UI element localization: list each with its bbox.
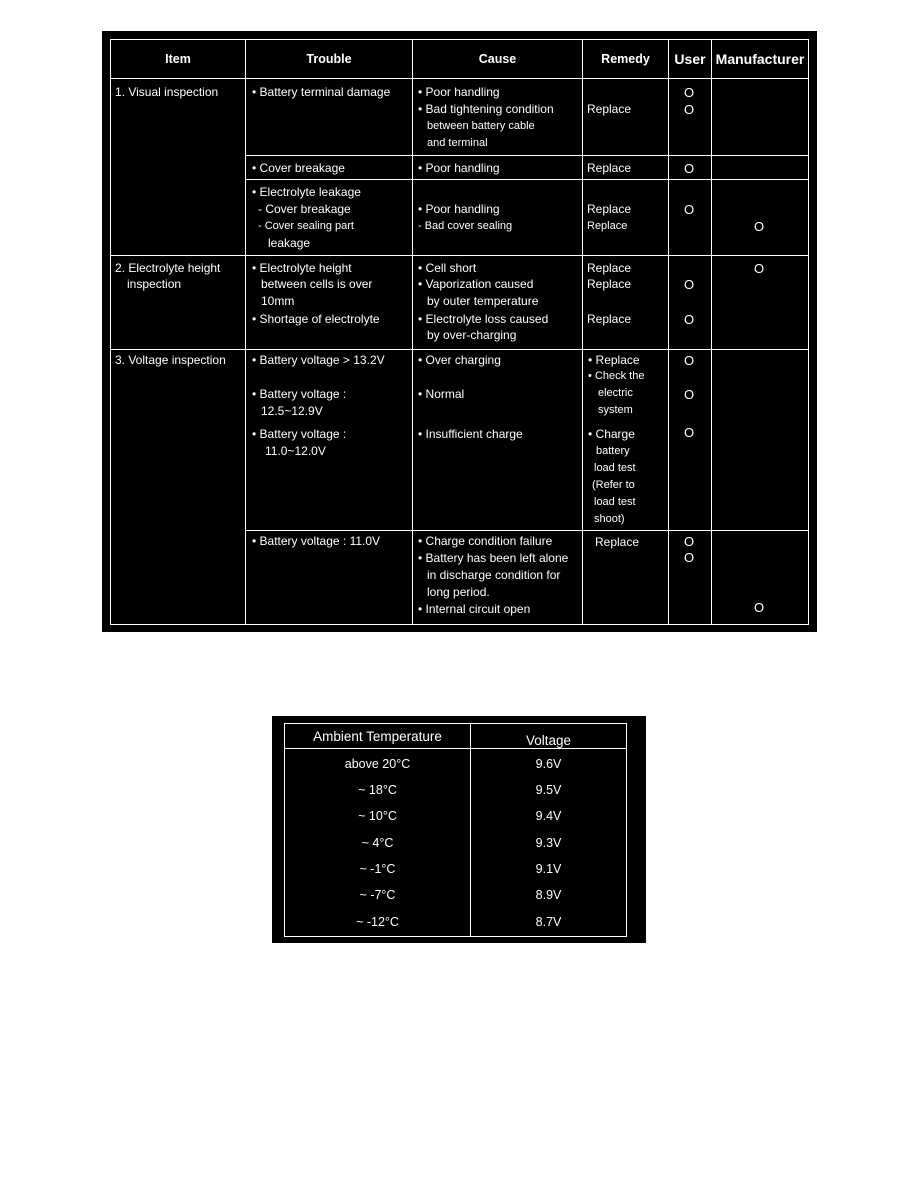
cause-text: • Poor handling	[418, 202, 500, 216]
user-mark: O	[684, 387, 695, 402]
user-mark: O	[684, 202, 695, 217]
trouble-text: • Battery voltage : 11.0V	[252, 534, 381, 548]
cause-text: by over-charging	[427, 328, 517, 342]
user-mark: O	[684, 277, 695, 292]
frame-right	[808, 39, 809, 625]
remedy-text: Replace	[587, 102, 632, 116]
trouble-text: leakage	[268, 236, 311, 250]
temp-cell: ~ 10°C	[358, 809, 397, 823]
cause-text: • Insufficient charge	[418, 427, 523, 441]
cause-text: • Cell short	[418, 261, 477, 275]
user-mark: O	[684, 353, 695, 368]
cause-text: • Charge condition failure	[418, 534, 553, 548]
voltage-cell: 9.6V	[535, 757, 562, 771]
remedy-text: Replace	[587, 277, 632, 291]
voltage-cell: 8.7V	[535, 915, 562, 929]
trouble-text: - Cover sealing part	[258, 220, 354, 232]
trouble-text: • Shortage of electrolyte	[252, 312, 380, 326]
header-ambient-temperature: Ambient Temperature	[313, 728, 442, 744]
header-voltage: Voltage	[525, 732, 572, 748]
col-divider	[412, 39, 413, 625]
col-divider	[582, 39, 583, 625]
header-user: User	[674, 51, 706, 67]
user-mark: O	[684, 102, 695, 117]
frame-right	[626, 723, 627, 937]
col-divider	[668, 39, 669, 625]
cause-text: • Internal circuit open	[418, 602, 531, 616]
temp-cell: ~ -12°C	[356, 915, 399, 929]
voltage-cell: 8.9V	[535, 888, 562, 902]
frame-left	[110, 39, 111, 625]
cause-text: • Normal	[418, 387, 465, 401]
remedy-text: • Charge	[588, 427, 635, 441]
item-electrolyte-height-2: inspection	[127, 277, 182, 291]
user-mark: O	[684, 85, 695, 100]
cause-text: and terminal	[427, 137, 488, 149]
trouble-text: • Battery voltage > 13.2V	[252, 353, 385, 367]
temp-cell: ~ 4°C	[361, 836, 394, 850]
cause-text: • Bad tightening condition	[418, 102, 554, 116]
user-mark: O	[684, 550, 695, 565]
remedy-text: • Replace	[588, 353, 640, 367]
remedy-text: load test	[594, 462, 636, 474]
header-item: Item	[165, 52, 191, 66]
remedy-text: shoot)	[594, 513, 625, 525]
trouble-text: 11.0~12.0V	[265, 444, 326, 458]
trouble-text: • Electrolyte height	[252, 261, 352, 275]
temp-cell: above 20°C	[344, 757, 411, 771]
col-divider	[711, 39, 712, 625]
remedy-text: electric	[598, 387, 633, 399]
remedy-text: system	[598, 404, 633, 416]
item-electrolyte-height: 2. Electrolyte height	[115, 261, 221, 275]
user-mark: O	[684, 312, 695, 327]
user-mark: O	[684, 425, 695, 440]
user-mark: O	[684, 161, 695, 176]
user-mark: O	[684, 534, 695, 549]
cause-text: • Electrolyte loss caused	[418, 312, 549, 326]
trouble-text: • Battery voltage :	[252, 427, 347, 441]
cause-text: - Bad cover sealing	[418, 220, 513, 232]
item-voltage-inspection: 3. Voltage inspection	[115, 353, 226, 367]
remedy-text: (Refer to	[592, 479, 635, 491]
remedy-text: Replace	[587, 202, 632, 216]
trouble-text: • Electrolyte leakage	[252, 185, 361, 199]
header-trouble: Trouble	[306, 52, 352, 66]
trouble-text: - Cover breakage	[258, 202, 351, 216]
cause-text: by outer temperature	[427, 294, 539, 308]
remedy-text: Replace	[587, 312, 632, 326]
row-separator	[245, 179, 809, 180]
header-cause: Cause	[478, 52, 517, 66]
voltage-cell: 9.4V	[535, 809, 562, 823]
trouble-text: • Cover breakage	[252, 161, 345, 175]
header-manufacturer: Manufacturer	[715, 51, 805, 67]
cause-text: • Battery has been left alone	[418, 551, 569, 565]
frame-bottom	[284, 936, 627, 937]
row-separator	[110, 255, 809, 256]
voltage-cell: 9.1V	[535, 862, 562, 876]
col-divider	[245, 39, 246, 625]
row-separator	[245, 155, 809, 156]
item-visual-inspection: 1. Visual inspection	[115, 85, 219, 99]
voltage-table	[272, 716, 646, 943]
trouble-text: between cells is over	[261, 277, 373, 291]
row-separator	[245, 530, 809, 531]
cause-text: • Over charging	[418, 353, 501, 367]
temp-cell: ~ 18°C	[358, 783, 397, 797]
row-separator	[110, 349, 809, 350]
remedy-text: load test	[594, 496, 636, 508]
temp-cell: ~ -7°C	[359, 888, 396, 902]
remedy-text: Replace	[587, 261, 632, 275]
cause-text: in discharge condition for	[427, 568, 561, 582]
trouble-text: • Battery terminal damage	[252, 85, 391, 99]
remedy-text: battery	[596, 445, 630, 457]
voltage-cell: 9.5V	[535, 783, 562, 797]
cause-text: • Poor handling	[418, 161, 500, 175]
remedy-text: • Check the	[588, 370, 645, 382]
cause-text: between battery cable	[427, 120, 535, 132]
inspection-table	[102, 31, 817, 632]
voltage-cell: 9.3V	[535, 836, 562, 850]
cause-text: long period.	[427, 585, 490, 599]
manufacturer-mark: O	[754, 261, 765, 276]
remedy-text: Replace	[595, 535, 640, 549]
trouble-text: 10mm	[261, 294, 295, 308]
trouble-text: • Battery voltage :	[252, 387, 347, 401]
temp-cell: ~ -1°C	[359, 862, 396, 876]
remedy-text: Replace	[587, 220, 628, 232]
manufacturer-mark: O	[754, 600, 765, 615]
cause-text: • Vaporization caused	[418, 277, 534, 291]
cause-text: • Poor handling	[418, 85, 500, 99]
trouble-text: 12.5~12.9V	[261, 404, 323, 418]
frame-bottom	[110, 624, 809, 625]
header-remedy: Remedy	[601, 52, 650, 66]
manufacturer-mark: O	[754, 219, 765, 234]
remedy-text: Replace	[587, 161, 632, 175]
